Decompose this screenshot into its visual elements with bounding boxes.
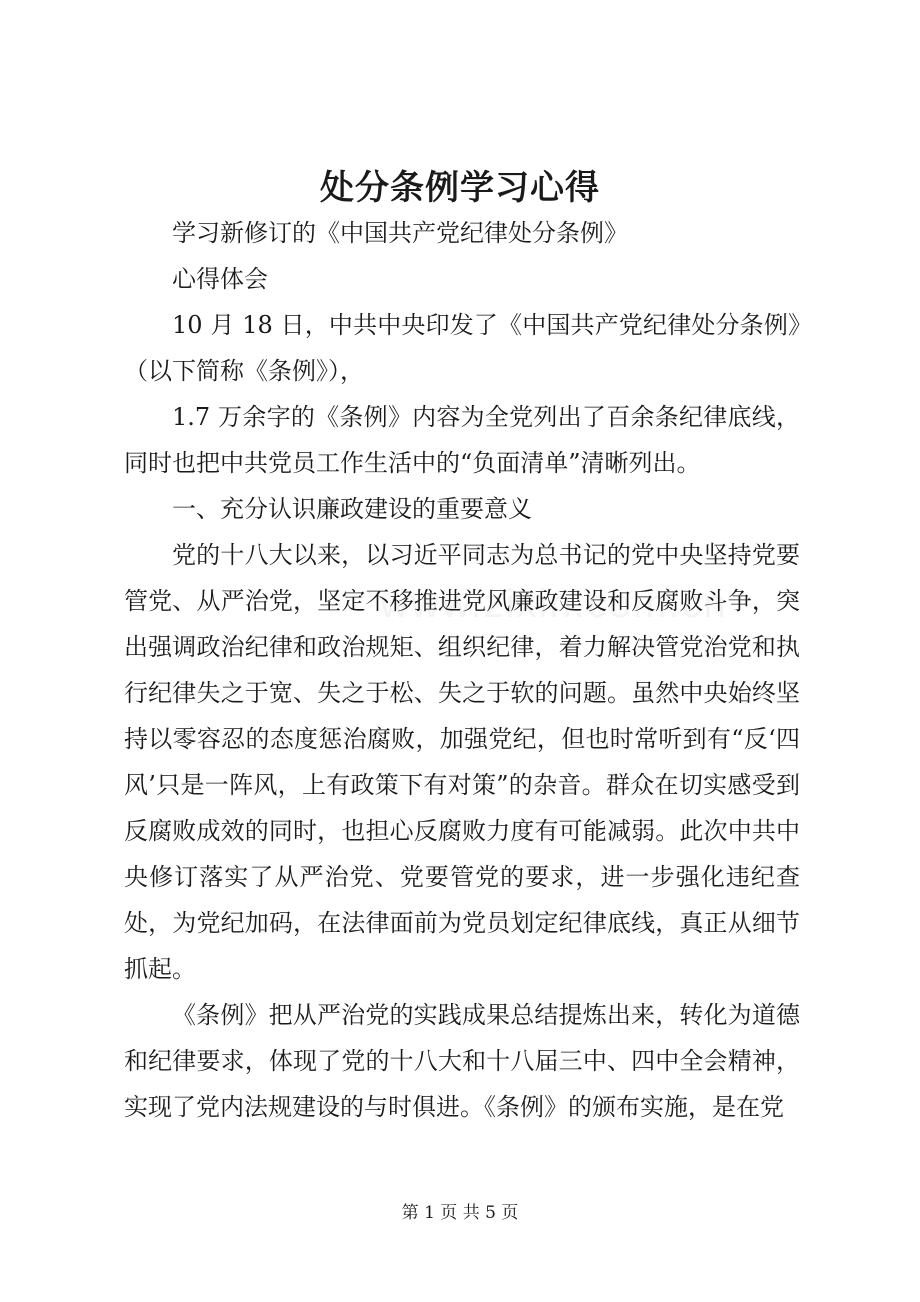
document-title: 处分条例学习心得 (320, 168, 600, 208)
section-heading: 一、充分认识廉政建设的重要意义 (172, 495, 532, 523)
paragraph: 1.7 万余字的《条例》内容为全党列出了百余条纪律底线，同时也把中共党员工作生活中的“负面清单”清晰列出。 (124, 403, 800, 477)
paragraph-subtitle-2: 心得体会 (172, 265, 268, 293)
paragraph: 10 月 18 日，中共中央印发了《中国共产党纪律处分条例》（以下简称《条例》）， (124, 311, 800, 385)
document-body (124, 210, 800, 1130)
paragraph: 党的十八大以来，以习近平同志为总书记的党中央坚持党要管党、从严治党，坚定不移推进党风廉政建设和反腐败斗争，突出强调政治纪律和政治规矩、组织纪律，着力解决管党治党和执行纪律失之于宽、失之于松、失之于软的问题。虽然中央始终坚持以零容忍的态度惩治腐败，加强党纪，但也时常听到有“反‘四风’只是一阵风，上有政策下有对策”的杂音。群众在切实感受到反腐败成效的同时，也担心反腐败力度有可能减弱。此次中共中央修订落实了从严治党、党要管党的要求，进一步强化违纪查处，为党纪加码，在法律面前为党员划定纪律底线，真正从细节抓起。 (124, 541, 800, 983)
page-footer: 第 1 页 共 5 页 (401, 1203, 519, 1223)
paragraph: 《条例》把从严治党的实践成果总结提炼出来，转化为道德和纪律要求，体现了党的十八大和十八届三中、四中全会精神，实现了党内法规建设的与时俱进。《条例》的颁布实施，是在党 (124, 1001, 800, 1121)
paragraph-subtitle: 学习新修订的《中国共产党纪律处分条例》 (172, 219, 628, 247)
